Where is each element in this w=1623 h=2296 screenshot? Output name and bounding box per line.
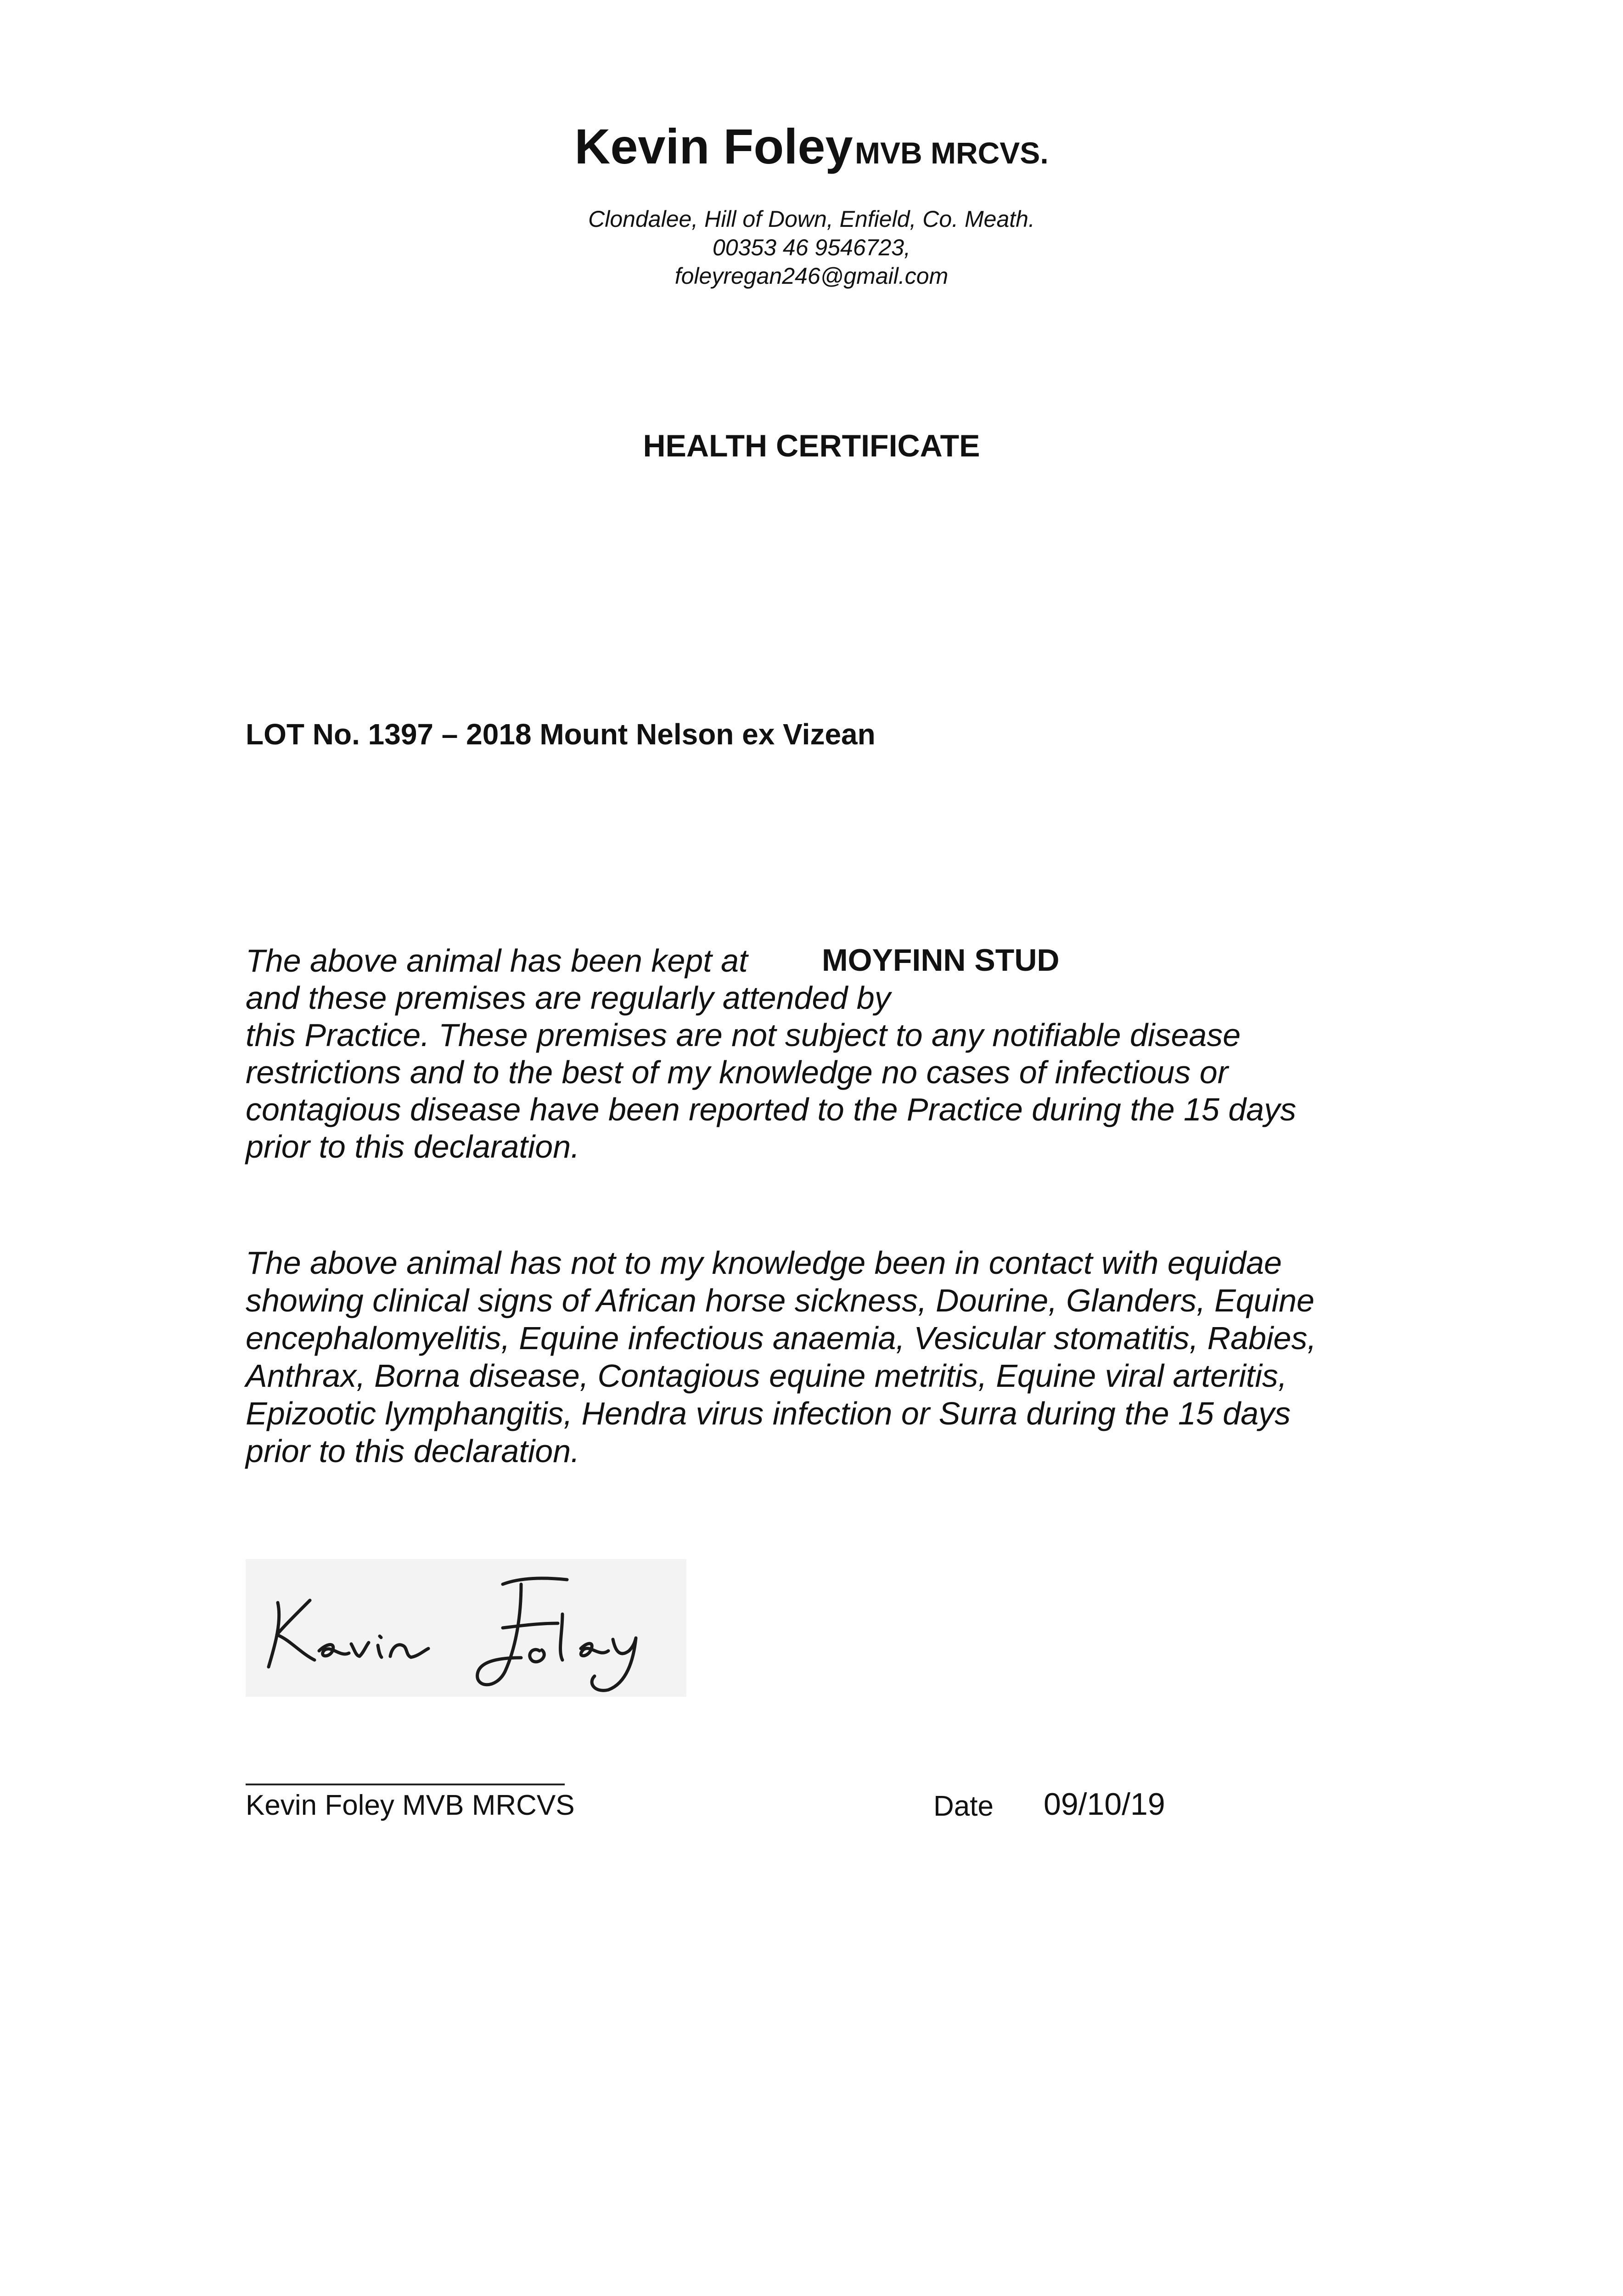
letterhead-email: foleyregan246@gmail.com: [674, 263, 949, 289]
paragraph1-line: this Practice. These premises are not subject to any notifiable disease: [246, 1017, 1241, 1053]
signature-strokes: [246, 1559, 686, 1697]
letterhead-address: Clondalee, Hill of Down, Enfield, Co. Meath.: [588, 206, 1035, 232]
paragraph2-line: showing clinical signs of African horse sickness, Dourine, Glanders, Equine: [246, 1283, 1314, 1318]
signature-line: [246, 1784, 565, 1785]
certificate-title: HEALTH CERTIFICATE: [643, 428, 980, 463]
paragraph1-intro: The above animal has been kept at: [246, 943, 748, 979]
paragraph1-line: prior to this declaration.: [246, 1129, 580, 1165]
paragraph2-line: encephalomyelitis, Equine infectious anaemia, Vesicular stomatitis, Rabies,: [246, 1320, 1316, 1356]
stud-name: MOYFINN STUD: [822, 943, 1060, 978]
paragraph1-line: contagious disease have been reported to the Practice during the 15 days: [246, 1092, 1297, 1127]
lot-number-line: LOT No. 1397 – 2018 Mount Nelson ex Vizean: [246, 718, 876, 751]
paragraph2-line: Epizootic lymphangitis, Hendra virus infection or Surra during the 15 days: [246, 1396, 1291, 1431]
letterhead-name-line: [0, 118, 1623, 175]
vet-name: Kevin Foley: [574, 118, 853, 174]
paragraph2-line: The above animal has not to my knowledge been in contact with equidae: [246, 1245, 1282, 1281]
paragraph2-line: Anthrax, Borna disease, Contagious equine metritis, Equine viral arteritis,: [246, 1358, 1287, 1394]
paragraph2-line: prior to this declaration.: [246, 1433, 580, 1469]
vet-qualifications: MVB MRCVS.: [854, 136, 1049, 170]
letterhead-phone: 00353 46 9546723,: [713, 235, 910, 260]
date-label: Date: [933, 1790, 994, 1822]
paragraph1-line: and these premises are regularly attended by: [246, 980, 891, 1016]
date-value: 09/10/19: [1044, 1787, 1165, 1822]
signatory-name: Kevin Foley MVB MRCVS: [246, 1790, 575, 1821]
handwritten-signature: [246, 1559, 686, 1697]
paragraph1-line: restrictions and to the best of my knowledge no cases of infectious or: [246, 1054, 1229, 1090]
